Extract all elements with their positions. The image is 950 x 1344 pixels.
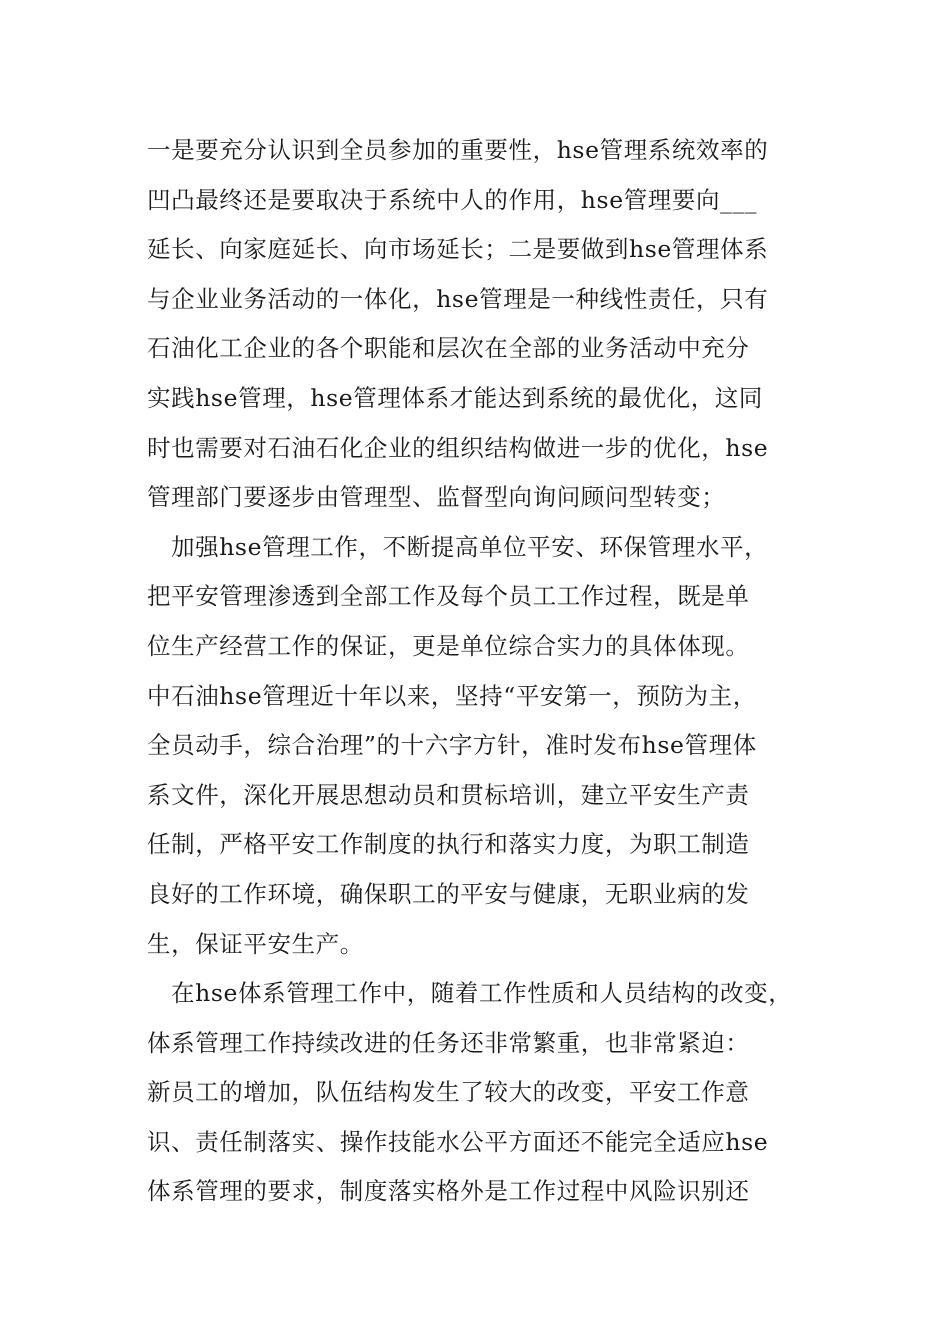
text-line: 识、责任制落实、操作技能水公平方面还不能完全适应hse [147,1127,769,1156]
text-line: 一是要充分认识到全员参加的重要性，hse管理系统效率的 [147,136,769,164]
text-line: 把平安管理渗透到全部工作及每个员工工作过程，既是单 [147,582,750,611]
text-line: 管理部门要逐步由管理型、监督型向询问顾问型转变； [147,483,726,512]
text-line: 全员动手，综合治理”的十六字方针，准时发布hse管理体 [147,731,757,760]
paragraph-start-line: 在hse体系管理工作中，随着工作性质和人员结构的改变， [171,979,793,1008]
text-line: 延长、向家庭延长、向市场延长；二是要做到hse管理体系 [147,235,769,264]
text-line: 良好的工作环境，确保职工的平安与健康，无职业病的发 [147,879,750,908]
text-line: 中石油hse管理近十年以来，坚持“平安第一，预防为主， [147,681,757,710]
text-line: 时也需要对石油石化企业的组织结构做进一步的优化，hse [147,433,769,462]
text-line: 任制，严格平安工作制度的执行和落实力度，为职工制造 [147,830,750,859]
body-text [147,126,817,1217]
text-line: 实践hse管理，hse管理体系才能达到系统的最优化，这同 [147,383,764,412]
text-line: 体系管理工作持续改进的任务还非常繁重，也非常紧迫： [147,1028,750,1057]
text-line: 凹凸最终还是要取决于系统中人的作用，hse管理要向___ [147,185,758,214]
text-line: 系文件，深化开展思想动员和贯标培训，建立平安生产责 [147,780,750,809]
text-line: 新员工的增加，队伍结构发生了较大的改变，平安工作意 [147,1078,750,1107]
text-line: 生，保证平安生产。 [147,929,364,958]
text-line: 与企业业务活动的一体化，hse管理是一种线性责任，只有 [147,284,769,313]
paragraph-start-line: 加强hse管理工作，不断提高单位平安、环保管理水平， [171,532,769,561]
text-line: 位生产经营工作的保证，更是单位综合实力的具体体现。 [147,631,750,660]
text-line: 体系管理的要求，制度落实格外是工作过程中风险识别还 [147,1177,750,1206]
text-line: 石油化工企业的各个职能和层次在全部的业务活动中充分 [147,334,750,363]
